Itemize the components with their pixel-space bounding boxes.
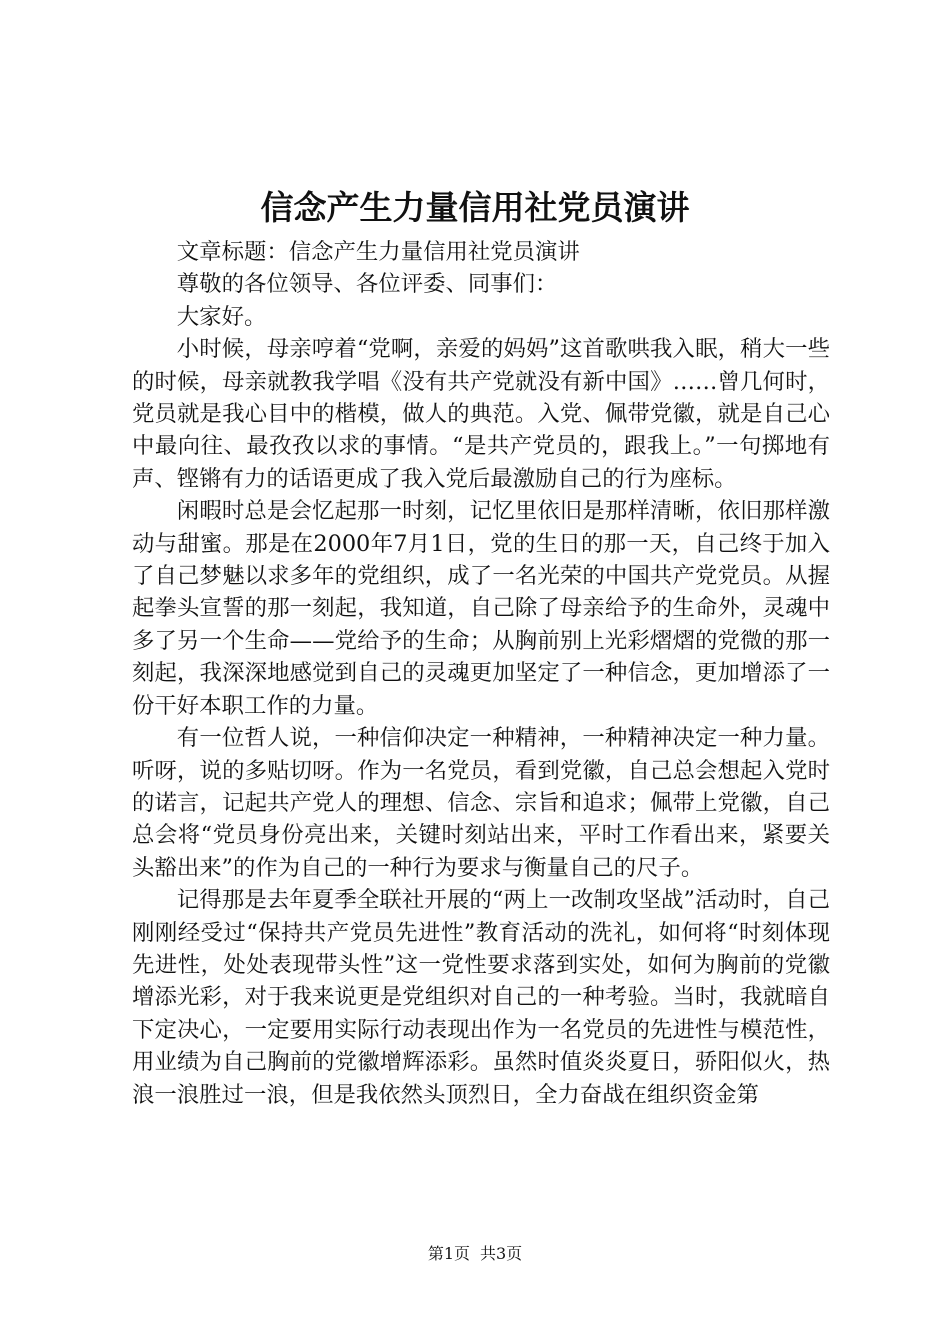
page-number: 第1页: [427, 1244, 470, 1263]
paragraph-salutation: 尊敬的各位领导、各位评委、同事们：: [176, 271, 558, 298]
document-body: [132, 236, 830, 1111]
document-title: 信念产生力量信用社党员演讲: [260, 188, 690, 227]
paragraph-article-title: 文章标题：信念产生力量信用社党员演讲: [176, 239, 580, 265]
paragraph-philosopher: 有一位哲人说，一种信仰决定一种精神，一种精神决定一种力量。听呀，说的多贴切呀。作为一名党员，看到党徽，自己总会想起入党时的诺言，记起共产党人的理想、信念、宗旨和追求；佩带上党徽，自己总会将“党员身份亮出来，关键时刻站出来，平时工作看出来，紧要关头豁出来”的作为自己的一种行为要求与衡量自己的尺子。: [132, 725, 830, 881]
paragraph-campaign: 记得那是去年夏季全联社开展的“两上一改制攻坚战”活动时，自己刚刚经受过“保持共产党员先进性”教育活动的洗礼，如何将“时刻体现先进性，处处表现带头性”这一党性要求落到实处，如何为胸前的党徽增添光彩，对于我来说更是党组织对自己的一种考验。当时，我就暗自下定决心，一定要用实际行动表现出作为一名党员的先进性与模范性，用业绩为自己胸前的党徽增辉添彩。虽然时值炎炎夏日，骄阳似火，热浪一浪胜过一浪，但是我依然头顶烈日，全力奋战在组织资金第: [132, 887, 830, 1108]
paragraph-joining-party: 闲暇时总是会忆起那一时刻，记忆里依旧是那样清晰，依旧那样激动与甜蜜。那是在2000年7月1日，党的生日的那一天，自己终于加入了自己梦魅以求多年的党组织，成了一名光荣的中国共产党党员。从握起拳头宣誓的那一刻起，我知道，自己除了母亲给予的生命外，灵魂中多了另一个生命——党给予的生命；从胸前别上光彩熠熠的党微的那一刻起，我深深地感觉到自己的灵魂更加坚定了一种信念，更加增添了一份干好本职工作的力量。: [132, 498, 830, 719]
paragraph-greeting: 大家好。: [176, 303, 267, 330]
paragraph-childhood: 小时候，母亲哼着“党啊，亲爱的妈妈”这首歌哄我入眠，稍大一些的时候，母亲就教我学唱《没有共产党就没有新中国》……曾几何时，党员就是我心目中的楷模，做人的典范。入党、佩带党徽，就是自己心中最向往、最孜孜以求的事情。“是共产党员的，跟我上。”一句掷地有声、铿锵有力的话语更成了我入党后最激励自己的行为座标。: [132, 336, 830, 492]
page-total: 共3页: [480, 1244, 523, 1263]
page-footer: [0, 1243, 950, 1265]
